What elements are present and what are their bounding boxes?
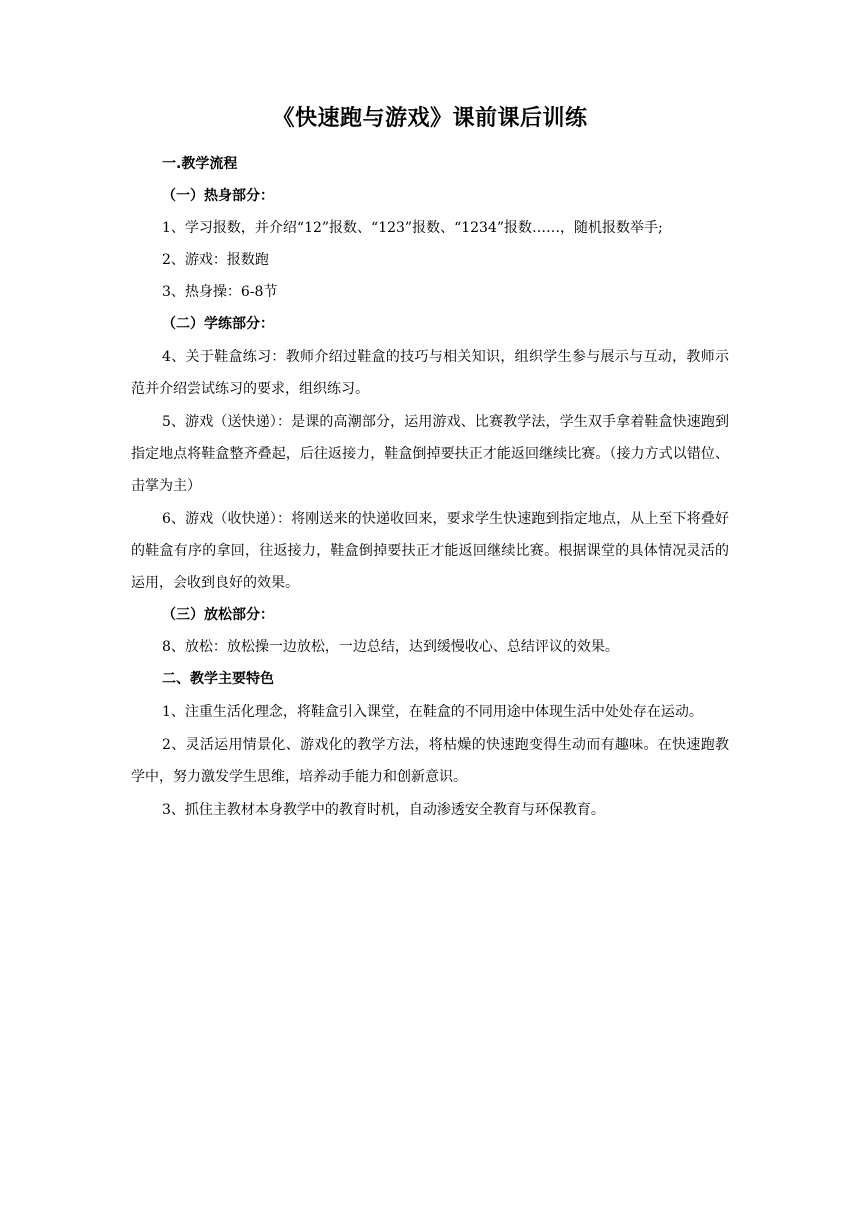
subheading-warmup: （一）热身部分：	[162, 188, 274, 204]
document-title: 《快速跑与游戏》课前课后训练	[272, 106, 588, 131]
paragraph-feature-1: 1、注重生活化理念，将鞋盒引入课堂，在鞋盒的不同用途中体现生活中处处存在运动。	[162, 704, 703, 720]
paragraph-relax-8: 8、放松：放松操一边放松，一边总结，达到缓慢收心、总结评议的效果。	[162, 639, 619, 655]
document-body	[131, 104, 729, 832]
paragraph-feature-3: 3、抓住主教材本身教学中的教育时机，自动渗透安全教育与环保教育。	[162, 802, 605, 818]
paragraph-practice-4: 4、关于鞋盒练习：教师介绍过鞋盒的技巧与相关知识，组织学生参与展示与互动，教师示范并介绍尝试练习的要求，组织练习。	[131, 349, 729, 397]
paragraph-feature-2: 2、灵活运用情景化、游戏化的教学方法，将枯燥的快速跑变得生动而有趣味。在快速跑教学中，努力激发学生思维，培养动手能力和创新意识。	[131, 737, 729, 785]
paragraph-practice-6: 6、游戏（收快递）：将刚送来的快递收回来，要求学生快速跑到指定地点，从上至下将叠好的鞋盒有序的拿回，往返接力，鞋盒倒掉要扶正才能返回继续比赛。根据课堂的具体情况灵活的运用，会收到良好的效果。	[131, 511, 729, 591]
subheading-relax: （三）放松部分：	[162, 607, 274, 623]
section-heading-teaching-process: 一.教学流程	[162, 156, 238, 172]
paragraph-warmup-2: 2、游戏：报数跑	[162, 252, 269, 268]
section-heading-teaching-features: 二、教学主要特色	[162, 671, 274, 687]
paragraph-warmup-3: 3、热身操：6-8节	[162, 284, 278, 300]
subheading-practice: （二）学练部分：	[162, 316, 274, 332]
paragraph-practice-5: 5、游戏（送快递）：是课的高潮部分，运用游戏、比赛教学法，学生双手拿着鞋盒快速跑到指定地点将鞋盒整齐叠起，后往返接力，鞋盒倒掉要扶正才能返回继续比赛。（接力方式以错位、击掌为主）	[131, 414, 729, 494]
paragraph-warmup-1: 1、学习报数，并介绍“12”报数、“123”报数、“1234”报数……，随机报数举手;	[162, 220, 663, 236]
